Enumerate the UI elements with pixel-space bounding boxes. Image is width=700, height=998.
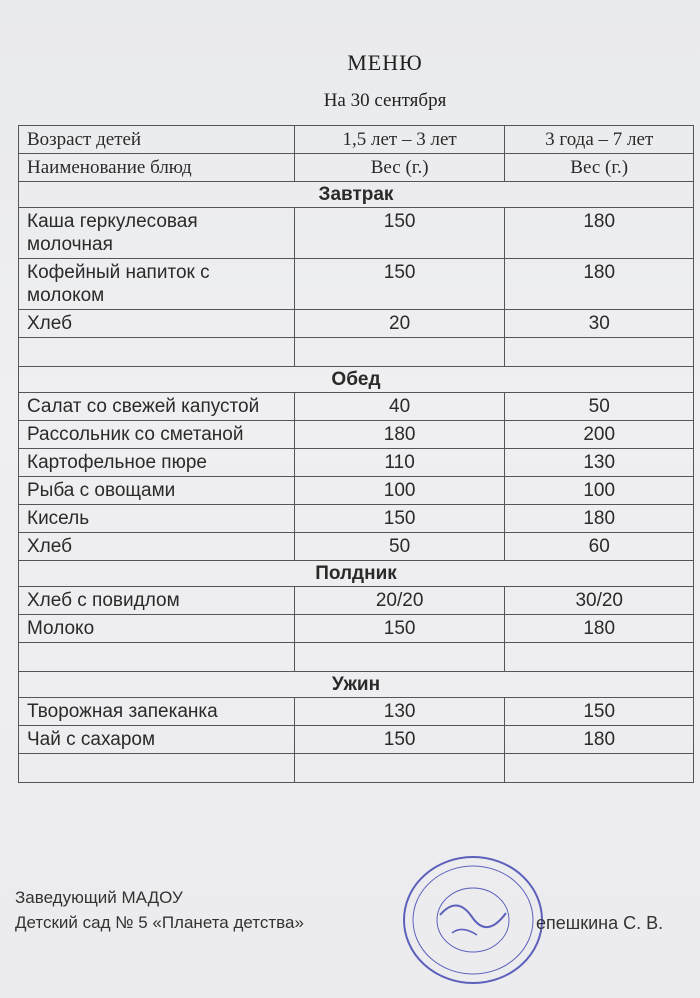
table-row (19, 310, 694, 338)
dish-weight-2: 180 (505, 726, 694, 754)
position-line-1: Заведующий МАДОУ (15, 888, 183, 907)
empty-row (19, 754, 694, 783)
dish-weight-2: 180 (505, 208, 694, 259)
section-breakfast: Завтрак (19, 182, 694, 208)
dish-name-label: Наименование блюд (19, 154, 295, 182)
dish-weight-2: 30/20 (505, 587, 694, 615)
dish-name: Салат со свежей капустой (19, 393, 295, 421)
table-row (19, 421, 694, 449)
table-row (19, 587, 694, 615)
official-stamp (402, 855, 544, 985)
table-row (19, 208, 694, 259)
table-row (19, 126, 694, 154)
empty-row (19, 643, 694, 672)
age-group-2: 3 года – 7 лет (505, 126, 694, 154)
age-group-1: 1,5 лет – 3 лет (294, 126, 505, 154)
position-line-2: Детский сад № 5 «Планета детства» (15, 913, 304, 932)
menu-table (18, 125, 694, 783)
dish-weight-1: 20 (294, 310, 505, 338)
dish-weight-2: 50 (505, 393, 694, 421)
table-row (19, 477, 694, 505)
dish-weight-1: 150 (294, 505, 505, 533)
dish-weight-1: 100 (294, 477, 505, 505)
dish-weight-1: 180 (294, 421, 505, 449)
table-row (19, 393, 694, 421)
dish-weight-1: 150 (294, 615, 505, 643)
dish-name: Кофейный напиток с молоком (19, 259, 295, 310)
weight-label-2: Вес (г.) (505, 154, 694, 182)
page-subtitle: На 30 сентября (323, 90, 447, 111)
dish-name: Рыба с овощами (19, 477, 295, 505)
table-row (19, 259, 694, 310)
dish-weight-2: 30 (505, 310, 694, 338)
section-row (19, 672, 694, 698)
dish-weight-1: 40 (294, 393, 505, 421)
dish-weight-2: 180 (505, 505, 694, 533)
page-title: МЕНЮ (347, 50, 423, 75)
dish-name: Хлеб с повидлом (19, 587, 295, 615)
dish-weight-1: 150 (294, 259, 505, 310)
dish-weight-1: 150 (294, 726, 505, 754)
stamp-seal (404, 857, 542, 983)
table-row (19, 449, 694, 477)
dish-name: Рассольник со сметаной (19, 421, 295, 449)
section-snack: Полдник (19, 561, 694, 587)
age-label: Возраст детей (19, 126, 295, 154)
dish-name: Чай с сахаром (19, 726, 295, 754)
dish-name: Хлеб (19, 310, 295, 338)
dish-name: Молоко (19, 615, 295, 643)
dish-weight-2: 180 (505, 615, 694, 643)
dish-name: Каша геркулесовая молочная (19, 208, 295, 259)
dish-weight-1: 130 (294, 698, 505, 726)
table-row (19, 726, 694, 754)
dish-weight-2: 180 (505, 259, 694, 310)
dish-weight-2: 200 (505, 421, 694, 449)
dish-weight-1: 20/20 (294, 587, 505, 615)
dish-name: Творожная запеканка (19, 698, 295, 726)
signature-block (15, 885, 304, 935)
dish-weight-2: 150 (505, 698, 694, 726)
signer-name: епешкина С. В. (536, 913, 664, 933)
dish-name: Картофельное пюре (19, 449, 295, 477)
section-lunch: Обед (19, 367, 694, 393)
dish-weight-1: 50 (294, 533, 505, 561)
empty-row (19, 338, 694, 367)
section-dinner: Ужин (19, 672, 694, 698)
dish-name: Кисель (19, 505, 295, 533)
weight-label-1: Вес (г.) (294, 154, 505, 182)
section-row (19, 561, 694, 587)
table-row (19, 615, 694, 643)
section-row (19, 182, 694, 208)
dish-name: Хлеб (19, 533, 295, 561)
table-row (19, 533, 694, 561)
dish-weight-1: 110 (294, 449, 505, 477)
table-row (19, 505, 694, 533)
dish-weight-2: 130 (505, 449, 694, 477)
dish-weight-2: 100 (505, 477, 694, 505)
table-row (19, 154, 694, 182)
dish-weight-1: 150 (294, 208, 505, 259)
section-row (19, 367, 694, 393)
table-row (19, 698, 694, 726)
dish-weight-2: 60 (505, 533, 694, 561)
